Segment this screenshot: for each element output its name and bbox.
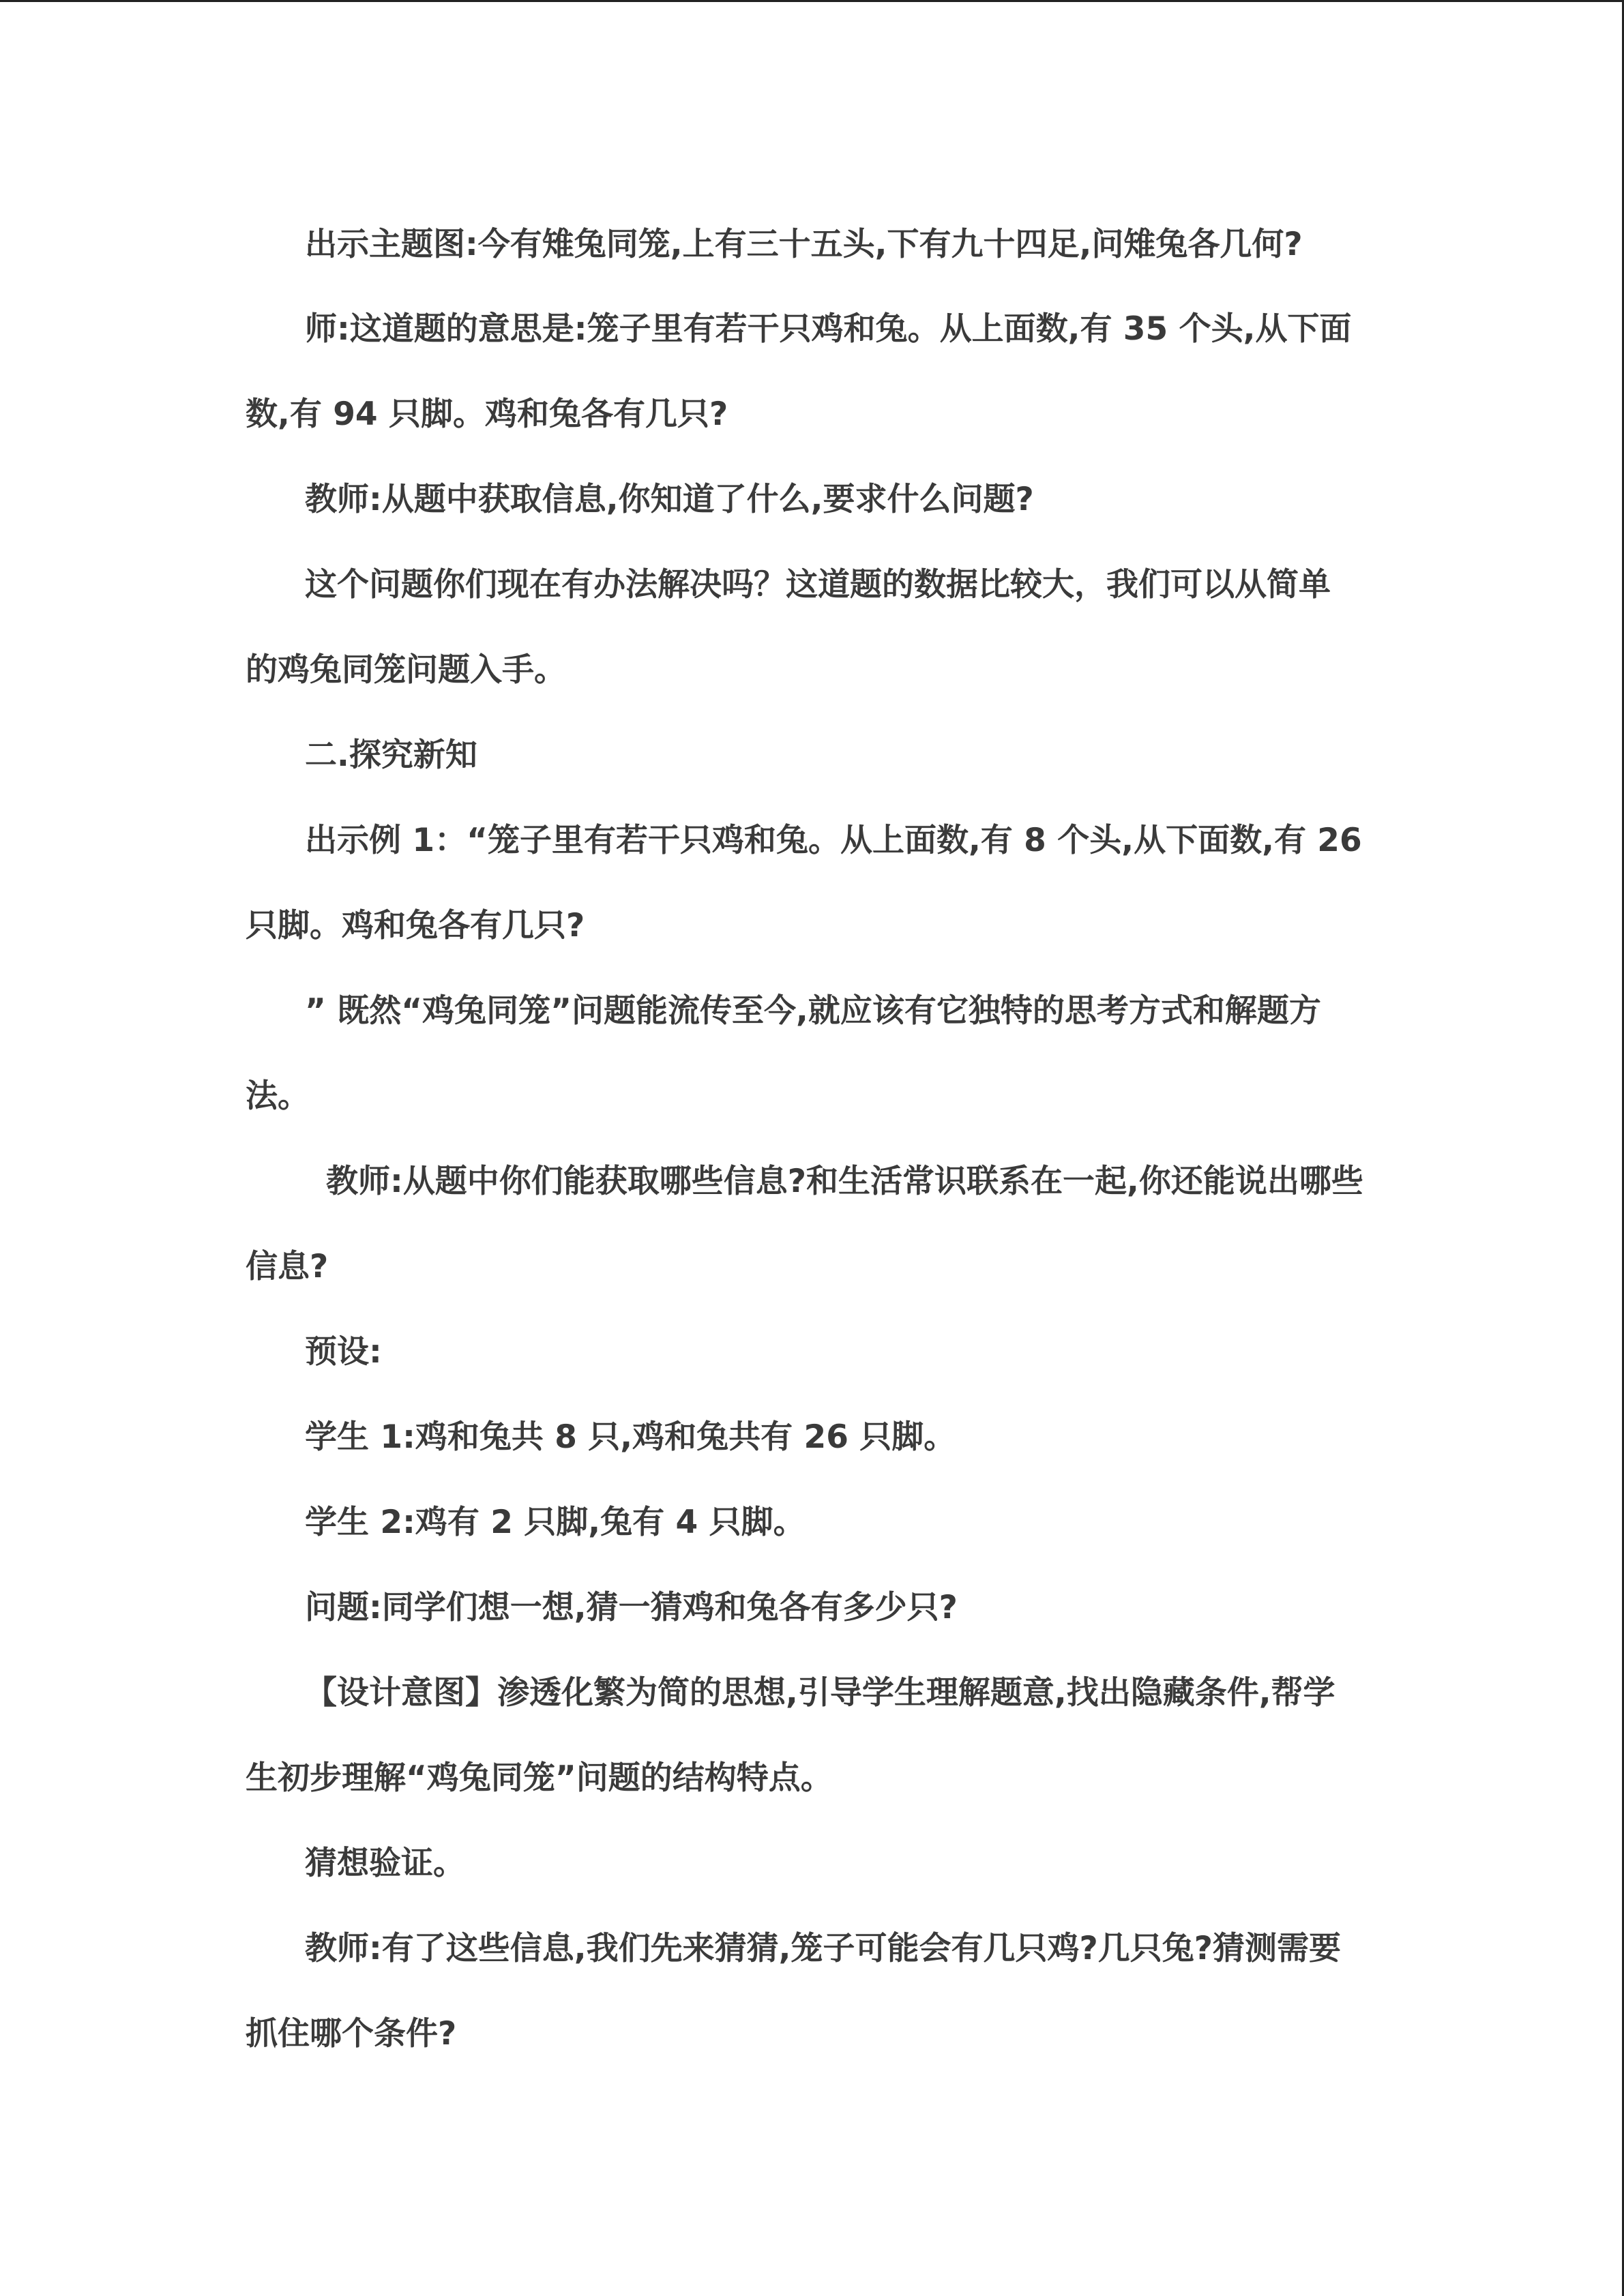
text-line-8: 出示例 1：“笼子里有若干只鸡和兔。从上面数,有 8 个头,从下面数,有 26 [305, 822, 1362, 859]
text-line-2: 师:这道题的意思是:笼子里有若干只鸡和兔。从上面数,有 35 个头,从下面 [305, 310, 1352, 348]
text-line-14: 预设: [305, 1333, 382, 1371]
text-line-22: 抓住哪个条件? [246, 2015, 457, 2053]
text-line-11: 法。 [246, 1077, 310, 1115]
text-line-20: 猜想验证。 [305, 1845, 465, 1882]
text-line-9: 只脚。鸡和兔各有几只? [246, 907, 585, 944]
text-line-21: 教师:有了这些信息,我们先来猜猜,笼子可能会有几只鸡?几只兔?猜测需要 [305, 1930, 1342, 1967]
text-line-5: 这个问题你们现在有办法解决吗？这道题的数据比较大，我们可以从简单 [305, 566, 1331, 603]
text-line-4: 教师:从题中获取信息,你知道了什么,要求什么问题? [305, 481, 1034, 518]
text-line-12: 教师:从题中你们能获取哪些信息?和生活常识联系在一起,你还能说出哪些 [326, 1163, 1363, 1200]
text-line-13: 信息? [246, 1248, 329, 1285]
text-line-16: 学生 2:鸡有 2 只脚,兔有 4 只脚。 [305, 1504, 806, 1541]
text-line-18: 【设计意图】渗透化繁为简的思想,引导学生理解题意,找出隐藏条件,帮学 [305, 1674, 1335, 1712]
text-line-15: 学生 1:鸡和兔共 8 只,鸡和兔共有 26 只脚。 [305, 1418, 956, 1456]
text-line-17: 问题:同学们想一想,猜一猜鸡和兔各有多少只? [305, 1589, 958, 1626]
text-line-1: 出示主题图:今有雉兔同笼,上有三十五头,下有九十四足,问雉兔各几何? [305, 226, 1303, 263]
text-line-6: 的鸡兔同笼问题入手。 [246, 651, 566, 689]
text-line-10: ” 既然“鸡兔同笼”问题能流传至今,就应该有它独特的思考方式和解题方 [305, 992, 1321, 1030]
text-line-3: 数,有 94 只脚。鸡和兔各有几只? [246, 396, 728, 433]
section-heading: 二.探究新知 [305, 736, 477, 774]
text-line-19: 生初步理解“鸡兔同笼”问题的结构特点。 [246, 1759, 833, 1797]
